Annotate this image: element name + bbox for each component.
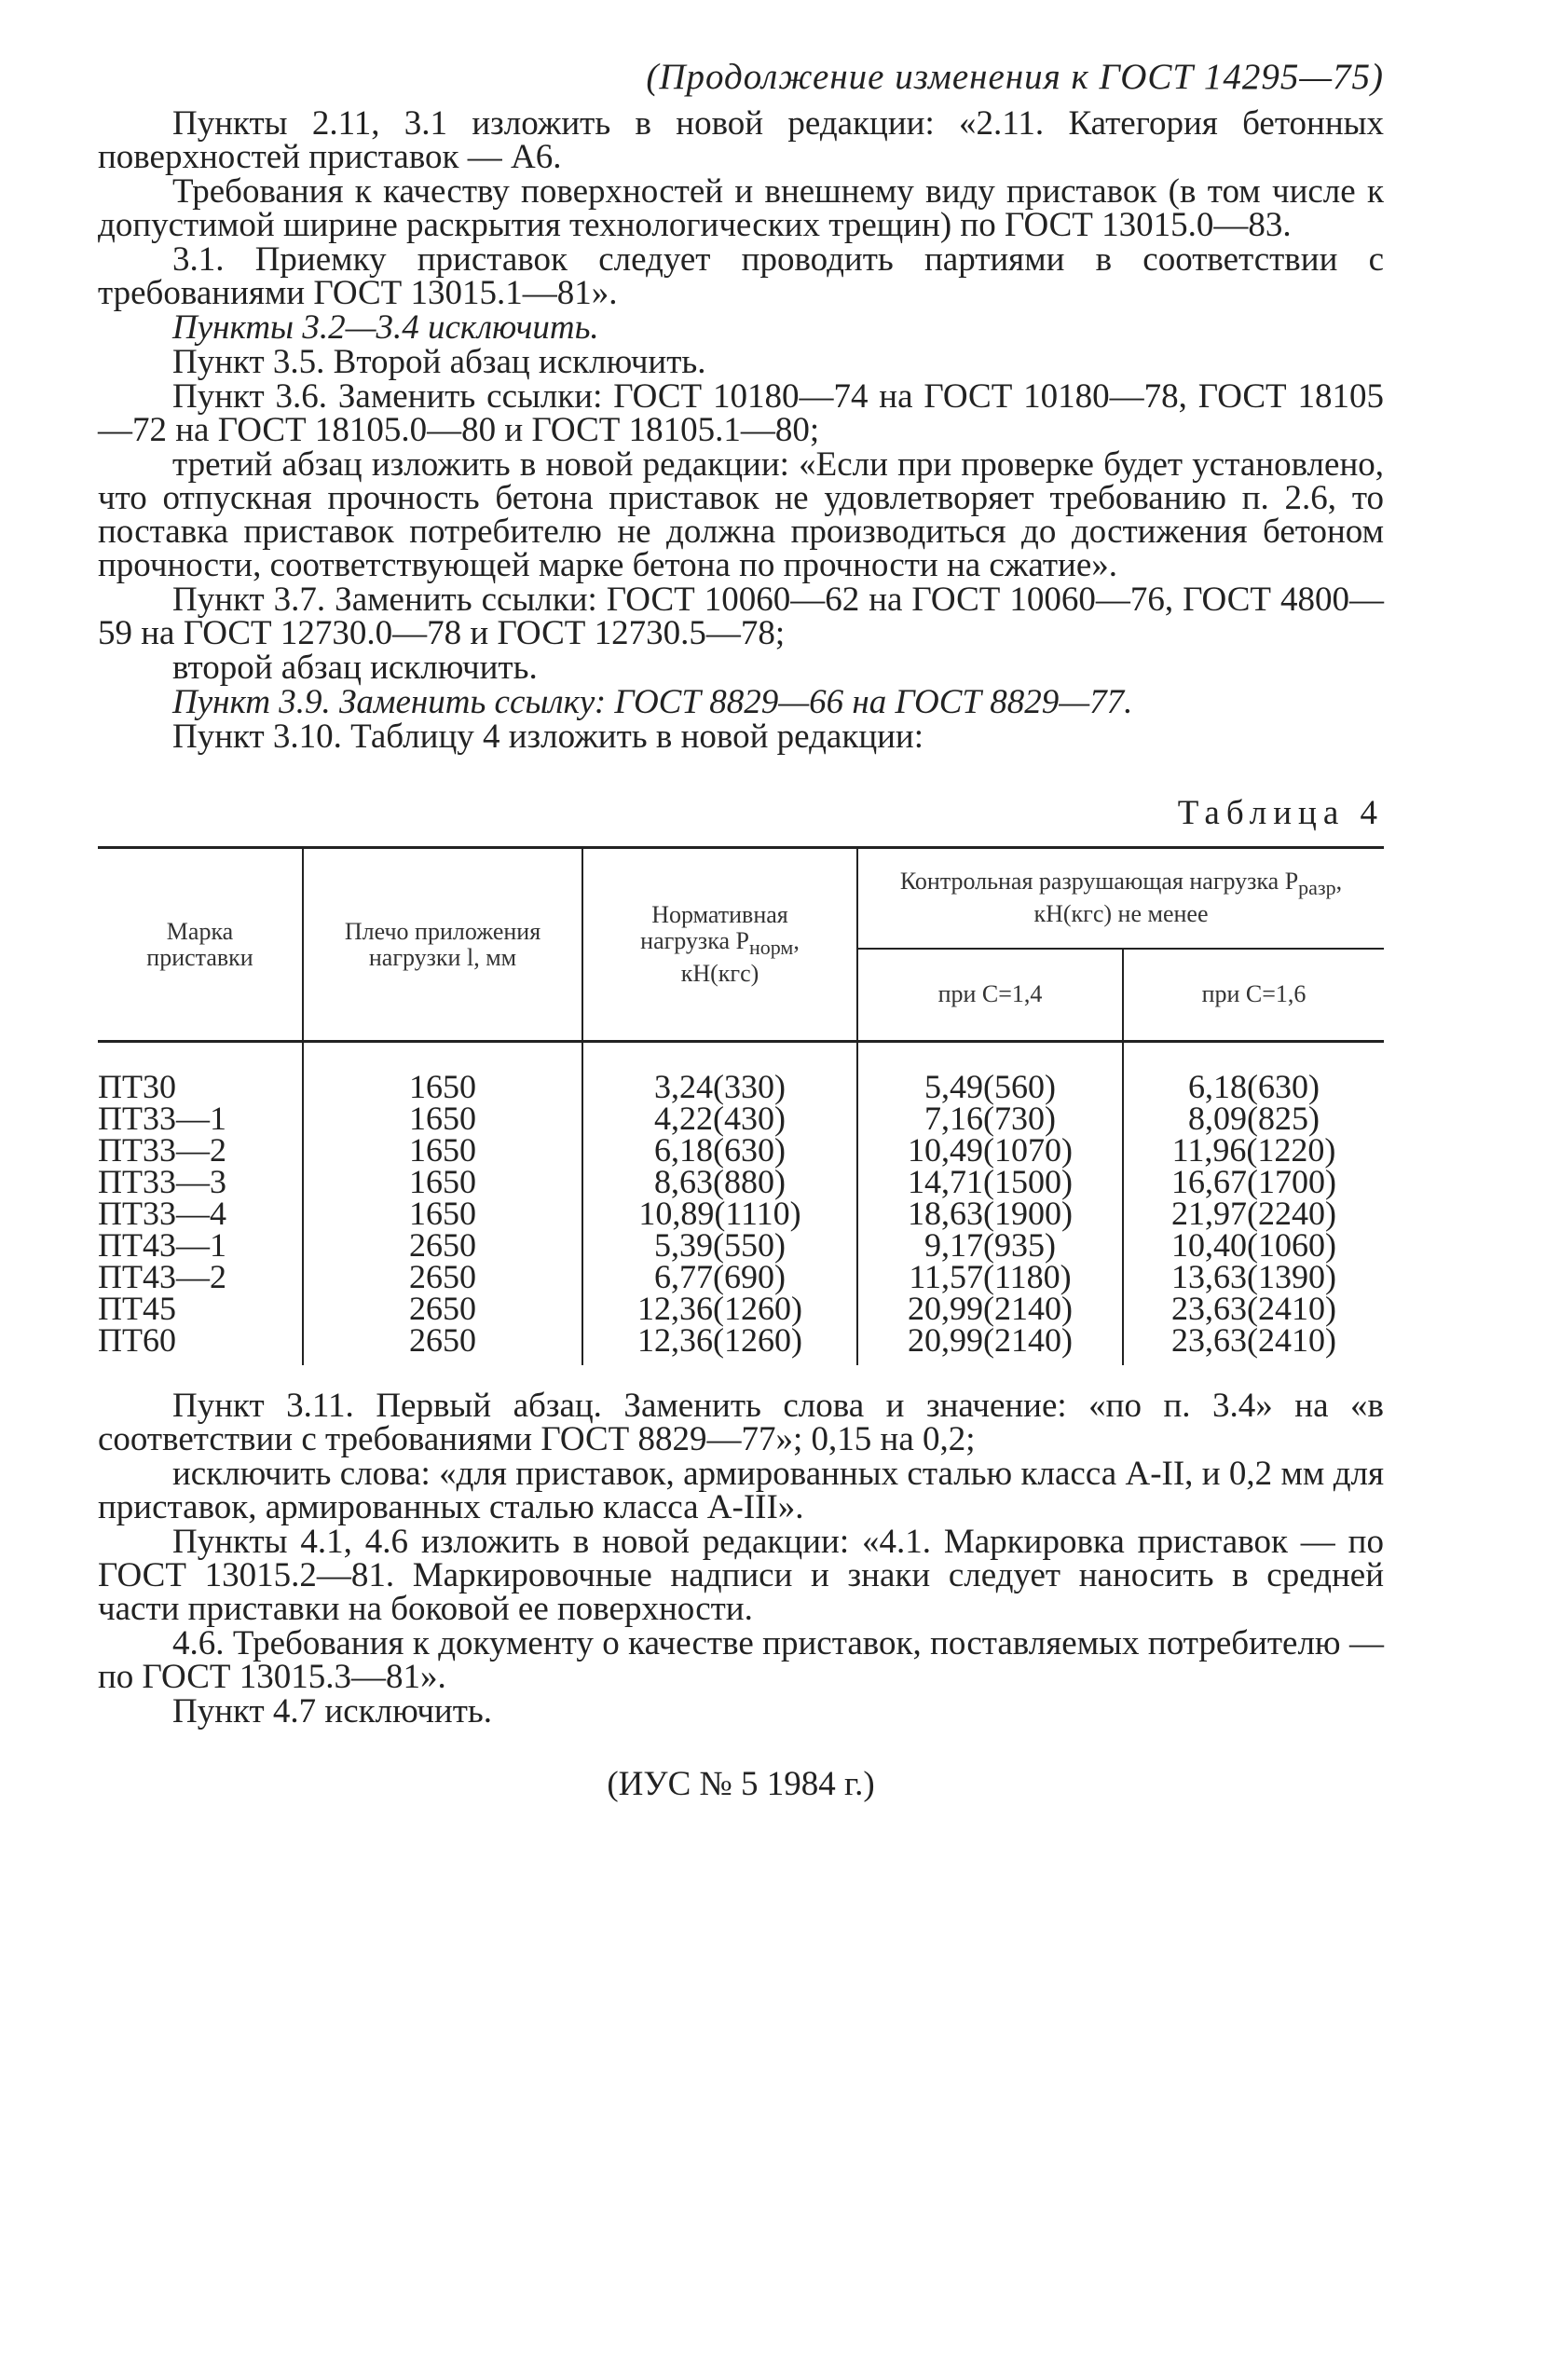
- text-after-table: [98, 1389, 1384, 1729]
- header-norm-unit: , кН(кгс): [680, 926, 800, 988]
- cell-c14: 9,17(935): [857, 1229, 1123, 1261]
- cell-c14: 20,99(2140): [857, 1293, 1123, 1324]
- cell-c16: 16,67(1700): [1123, 1166, 1384, 1197]
- cell-mark: ПТ33—2: [98, 1131, 226, 1169]
- cell-norm: 6,18(630): [582, 1134, 857, 1166]
- paragraph: Пункт 3.7. Заменить ссылки: ГОСТ 10060—62 на ГОСТ 10060—76, ГОСТ 4800—59 на ГОСТ 12730.0—78 и ГОСТ 12730.5—78;: [98, 581, 1384, 652]
- table-row: [98, 1293, 1384, 1324]
- header-norm: [582, 848, 857, 1042]
- cell-arm: 1650: [303, 1102, 582, 1134]
- cell-c14: 10,49(1070): [857, 1134, 1123, 1166]
- paragraph: второй абзац исключить.: [172, 649, 538, 687]
- paragraph: Пункты 2.11, 3.1 изложить в новой редакции: «2.11. Категория бетонных поверхностей приставок — А6.: [98, 104, 1384, 176]
- paragraph: Пункты 4.1, 4.6 изложить в новой редакции: «4.1. Маркировка приставок — по ГОСТ 13015.2—81. Маркировочные надписи и знаки следует наносить в средней части приставки на боковой ее поверхности.: [98, 1523, 1384, 1628]
- cell-mark: ПТ33—1: [98, 1100, 226, 1137]
- header-mark: Марка приставки: [98, 848, 303, 1042]
- paragraph: Требования к качеству поверхностей и внешнему виду приставок (в том числе к допустимой ширине раскрытия технологических трещин) по ГОСТ 13015.0—83.: [98, 172, 1384, 244]
- cell-arm: 1650: [303, 1071, 582, 1102]
- document-footer: (ИУС № 5 1984 г.): [607, 1765, 875, 1803]
- cell-c16: 8,09(825): [1123, 1102, 1384, 1134]
- paragraph: Пункт 3.10. Таблицу 4 изложить в новой редакции:: [172, 718, 923, 756]
- paragraph: Пункты 3.2—3.4 исключить.: [172, 308, 599, 347]
- cell-mark: ПТ33—3: [98, 1163, 226, 1200]
- paragraph: 4.6. Требования к документу о качестве приставок, поставляемых потребителю — по ГОСТ 13015.3—81».: [98, 1624, 1384, 1696]
- cell-norm: 12,36(1260): [582, 1324, 857, 1365]
- table-row: [98, 1071, 1384, 1102]
- cell-mark: ПТ60: [98, 1321, 176, 1359]
- table-4: [98, 846, 1384, 1365]
- table-row: [98, 1134, 1384, 1166]
- paragraph: Пункт 4.7 исключить.: [172, 1692, 493, 1730]
- cell-arm: 1650: [303, 1166, 582, 1197]
- cell-c16: 10,40(1060): [1123, 1229, 1384, 1261]
- paragraph: Пункт 3.11. Первый абзац. Заменить слова и значение: «по п. 3.4» на «в соответствии с требованиями ГОСТ 8829—77»; 0,15 на 0,2;: [98, 1387, 1384, 1458]
- table-row: [98, 1102, 1384, 1134]
- header-control-unit: , кН(кгс) не менее: [1033, 868, 1343, 928]
- cell-norm: 12,36(1260): [582, 1293, 857, 1324]
- header-arm: Плечо приложения нагрузки l, мм: [303, 848, 582, 1042]
- cell-c16: 11,96(1220): [1123, 1134, 1384, 1166]
- cell-norm: 4,22(430): [582, 1102, 857, 1134]
- cell-mark: ПТ45: [98, 1290, 176, 1327]
- cell-mark: ПТ43—1: [98, 1226, 226, 1264]
- cell-arm: 1650: [303, 1134, 582, 1166]
- cell-norm: 10,89(1110): [582, 1197, 857, 1229]
- text-before-table: [98, 104, 1384, 756]
- paragraph: Пункт 3.9. Заменить ссылку: ГОСТ 8829—66 на ГОСТ 8829—77.: [172, 683, 1133, 721]
- paragraph: 3.1. Приемку приставок следует проводить партиями в соответствии с требованиями ГОСТ 13015.1—81».: [98, 240, 1384, 312]
- table-row: [98, 1197, 1384, 1229]
- cell-c16: 21,97(2240): [1123, 1197, 1384, 1229]
- paragraph: исключить слова: «для приставок, армированных сталью класса А-II, и 0,2 мм для приставок, армированных сталью класса А-III».: [98, 1455, 1384, 1526]
- table-row: [98, 1261, 1384, 1293]
- cell-mark: ПТ43—2: [98, 1258, 226, 1295]
- cell-c16: 13,63(1390): [1123, 1261, 1384, 1293]
- table-row: [98, 1229, 1384, 1261]
- cell-arm: 2650: [303, 1229, 582, 1261]
- document-page: [98, 56, 1384, 1804]
- table-caption: Таблица 4: [1177, 794, 1384, 832]
- table-row: [98, 1324, 1384, 1365]
- cell-c16: 23,63(2410): [1123, 1324, 1384, 1365]
- cell-c14: 7,16(730): [857, 1102, 1123, 1134]
- header-control: [857, 848, 1384, 949]
- cell-c16: 6,18(630): [1123, 1071, 1384, 1102]
- cell-arm: 2650: [303, 1324, 582, 1365]
- cell-c16: 23,63(2410): [1123, 1293, 1384, 1324]
- header-c14: при С=1,4: [857, 949, 1123, 1042]
- cell-arm: 1650: [303, 1197, 582, 1229]
- document-header: (Продолжение изменения к ГОСТ 14295—75): [646, 57, 1384, 97]
- cell-mark: ПТ33—4: [98, 1195, 226, 1232]
- cell-c14: 18,63(1900): [857, 1197, 1123, 1229]
- cell-norm: 6,77(690): [582, 1261, 857, 1293]
- header-control-sub: разр: [1298, 876, 1336, 900]
- cell-norm: 8,63(880): [582, 1166, 857, 1197]
- header-control-main: Контрольная разрушающая нагрузка P: [899, 868, 1299, 896]
- cell-norm: 5,39(550): [582, 1229, 857, 1261]
- header-norm-sub: норм: [748, 936, 794, 960]
- cell-norm: 3,24(330): [582, 1071, 857, 1102]
- table-row: [98, 1166, 1384, 1197]
- cell-arm: 2650: [303, 1261, 582, 1293]
- cell-c14: 5,49(560): [857, 1071, 1123, 1102]
- cell-mark: ПТ30: [98, 1068, 176, 1105]
- cell-c14: 14,71(1500): [857, 1166, 1123, 1197]
- cell-c14: 11,57(1180): [857, 1261, 1123, 1293]
- paragraph: Пункт 3.5. Второй абзац исключить.: [172, 343, 706, 381]
- cell-arm: 2650: [303, 1293, 582, 1324]
- paragraph: Пункт 3.6. Заменить ссылки: ГОСТ 10180—74 на ГОСТ 10180—78, ГОСТ 18105—72 на ГОСТ 18105.0—80 и ГОСТ 18105.1—80;: [98, 377, 1384, 449]
- header-c16: при С=1,6: [1123, 949, 1384, 1042]
- cell-c14: 20,99(2140): [857, 1324, 1123, 1365]
- paragraph: третий абзац изложить в новой редакции: «Если при проверке будет установлено, что отпускная прочность бетона приставок не удовлетворяет требованию п. 2.6, то поставка приставок потребителю не должна производиться до достижения бетоном прочности, соответствующей марке бетона по прочности на сжатие».: [98, 445, 1384, 584]
- header-norm-main: Нормативная нагрузка P: [640, 900, 788, 954]
